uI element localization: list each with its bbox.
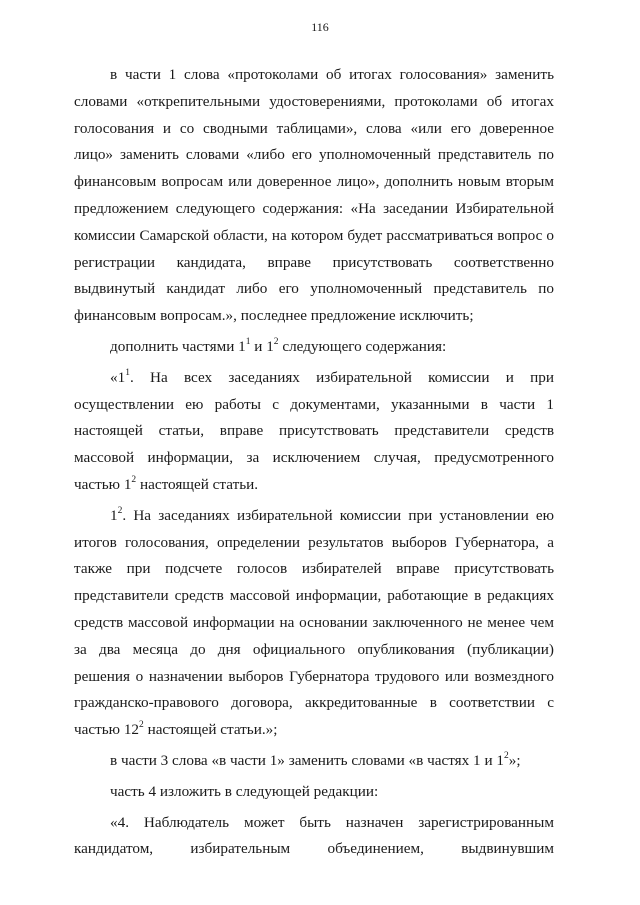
superscript: 2 xyxy=(273,336,279,347)
superscript: 2 xyxy=(131,474,137,485)
text-run: »; xyxy=(508,751,521,769)
paragraph xyxy=(74,62,554,330)
text-run: «4. Наблюдатель может быть назначен зарегистрированным кандидатом, избирательным объединением, выдвинувшим xyxy=(74,813,554,858)
text-run: . На заседаниях избирательной комиссии при установлении ею итогов голосования, определении результатов выборов Губернатора, а также при подсчете голосов избирателей вправе присутствовать представители средств массовой информации, работающие в редакциях средств массовой информации на основании заключенного не менее чем за два месяца до дня официального опубликования (публикации) решения о назначении выборов Губернатора трудового или возмездного гражданско-правового договора, аккредитованные в соответствии с частью 12 xyxy=(74,506,554,739)
document-body xyxy=(74,62,554,863)
paragraph xyxy=(74,365,554,499)
paragraph xyxy=(74,334,554,361)
text-run: 1 xyxy=(110,506,118,524)
superscript: 2 xyxy=(503,750,509,761)
text-run: и 1 xyxy=(250,337,274,355)
text-run: . На всех заседаниях избирательной комиссии и при осуществлении ею работы с документами, указанными в части 1 настоящей статьи, вправе присутствовать представители средств массовой информации, за исключением случая, предусмотренного частью 1 xyxy=(74,368,554,493)
paragraph xyxy=(74,748,554,775)
text-run: в части 1 слова «протоколами об итогах голосования» заменить словами «открепительными удостоверениями, протоколами об итогах голосования и со сводными таблицами», слова «или его доверенное лицо» заменить словами «либо его уполномоченный представитель по финансовым вопросам или доверенное лицо», дополнить новым вторым предложением следующего содержания: «На заседании Избирательной комиссии Самарской области, на котором будет рассматриваться вопрос о регистрации кандидата, вправе присутствовать соответственно выдвинутый кандидат либо его уполномоченный представитель по финансовым вопросам.», последнее предложение исключить; xyxy=(74,66,554,325)
superscript: 1 xyxy=(125,367,130,378)
superscript: 1 xyxy=(245,336,251,347)
paragraph xyxy=(74,503,554,744)
page-number: 116 xyxy=(311,20,329,34)
paragraph xyxy=(74,810,554,864)
superscript: 2 xyxy=(117,505,123,516)
text-run: следующего содержания: xyxy=(278,337,447,355)
paragraph xyxy=(74,779,554,806)
superscript: 2 xyxy=(139,720,144,731)
text-run: часть 4 изложить в следующей редакции: xyxy=(110,782,379,800)
text-run: в части 3 слова «в части 1» заменить словами «в частях 1 и 1 xyxy=(110,751,504,769)
text-run: дополнить частями 1 xyxy=(110,337,246,355)
text-run: «1 xyxy=(110,368,126,386)
text-run: настоящей статьи.»; xyxy=(143,721,278,739)
text-run: настоящей статьи. xyxy=(136,475,259,493)
